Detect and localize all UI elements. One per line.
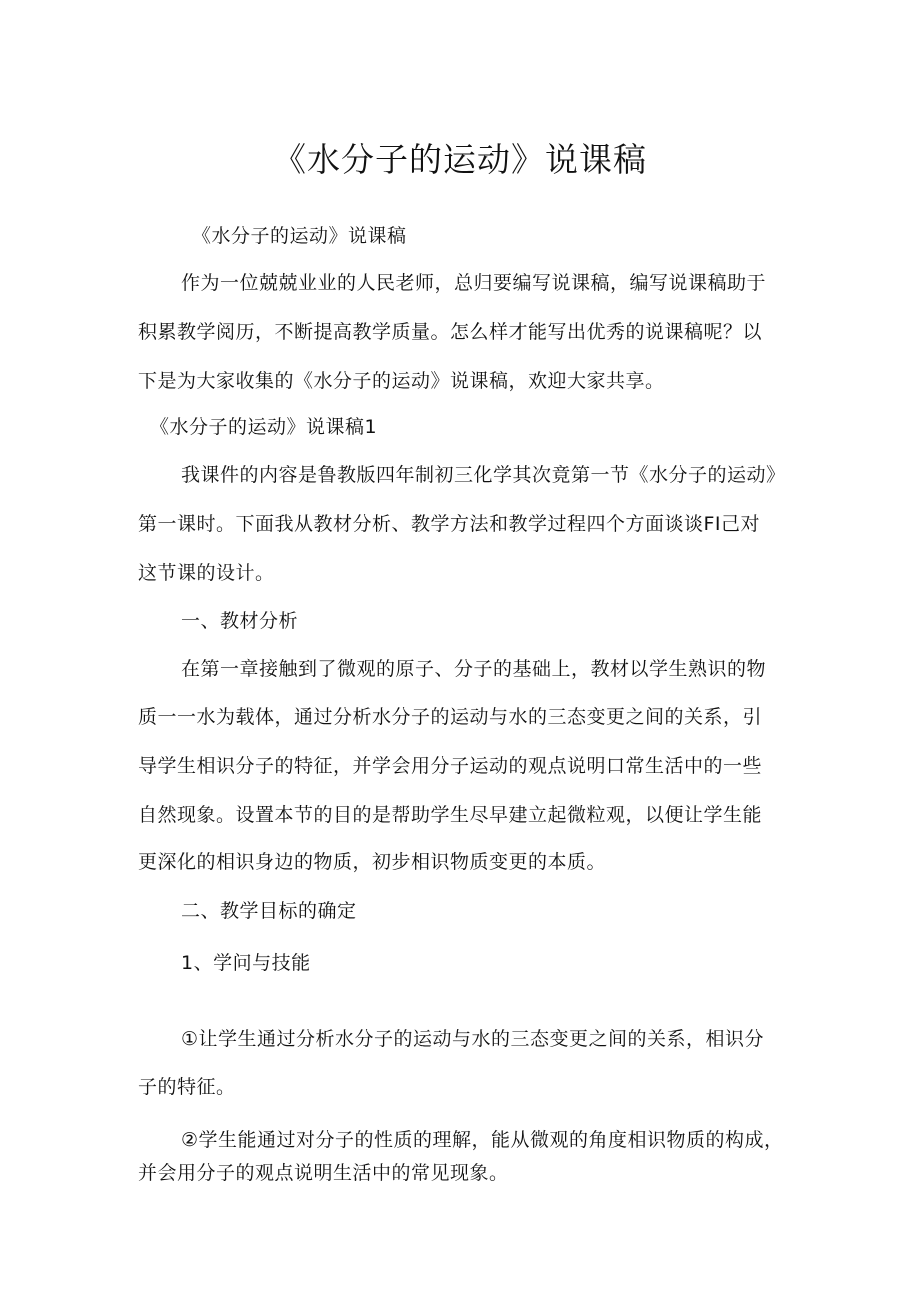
- section-heading: 《水分子的运动》说课稿1: [150, 416, 378, 438]
- paragraph-line: ①让学生通过分析水分子的运动与水的三态变更之间的关系，相识分: [181, 1028, 765, 1050]
- paragraph-line: 自然现象。设置本节的目的是帮助学生尽早建立起微粒观，以便让学生能: [138, 804, 763, 826]
- paragraph-line: 在第一章接触到了微观的原子、分子的基础上，教材以学生熟识的物: [181, 658, 767, 680]
- paragraph-line: 质一一水为载体，通过分析水分子的运动与水的三态变更之间的关系，引: [138, 706, 763, 728]
- paragraph-line: 下是为大家收集的《水分子的运动》说课稿，欢迎大家共享。: [138, 370, 665, 392]
- paragraph-line: 我课件的内容是鲁教版四年制初三化学其次竟第一节《水分子的运动》: [181, 464, 786, 486]
- paragraph-line: ②学生能通过对分子的性质的理解，能从微观的角度相识物质的构成，: [181, 1129, 784, 1151]
- paragraph-line: 这节课的设计。: [138, 562, 275, 584]
- paragraph-line: 积累教学阅历，不断提高教学质量。怎么样才能写出优秀的说课稿呢？以: [138, 321, 763, 343]
- paragraph-line: 更深化的相识身边的物质，初步相识物质变更的本质。: [138, 851, 607, 873]
- paragraph-line: 并会用分子的观点说明生活中的常见现象。: [138, 1162, 509, 1184]
- paragraph-line: 子的特征。: [138, 1076, 236, 1098]
- section-heading: 一、教材分析: [181, 610, 299, 632]
- paragraph-line: 导学生相识分子的特征，并学会用分子运动的观点说明口常生活中的一些: [138, 755, 763, 777]
- subsection-heading: 1、学问与技能: [181, 952, 311, 974]
- subtitle-line: 《水分子的运动》说课稿: [192, 225, 407, 247]
- section-heading: 二、教学目标的确定: [181, 900, 357, 922]
- paragraph-line: 第一课时。下面我从教材分析、教学方法和教学过程四个方面谈谈FI己对: [138, 513, 761, 535]
- paragraph-line: 作为一位兢兢业业的人民老师，总归要编写说课稿，编写说课稿助于: [181, 272, 767, 294]
- document-title: 《水分子的运动》说课稿: [273, 140, 647, 179]
